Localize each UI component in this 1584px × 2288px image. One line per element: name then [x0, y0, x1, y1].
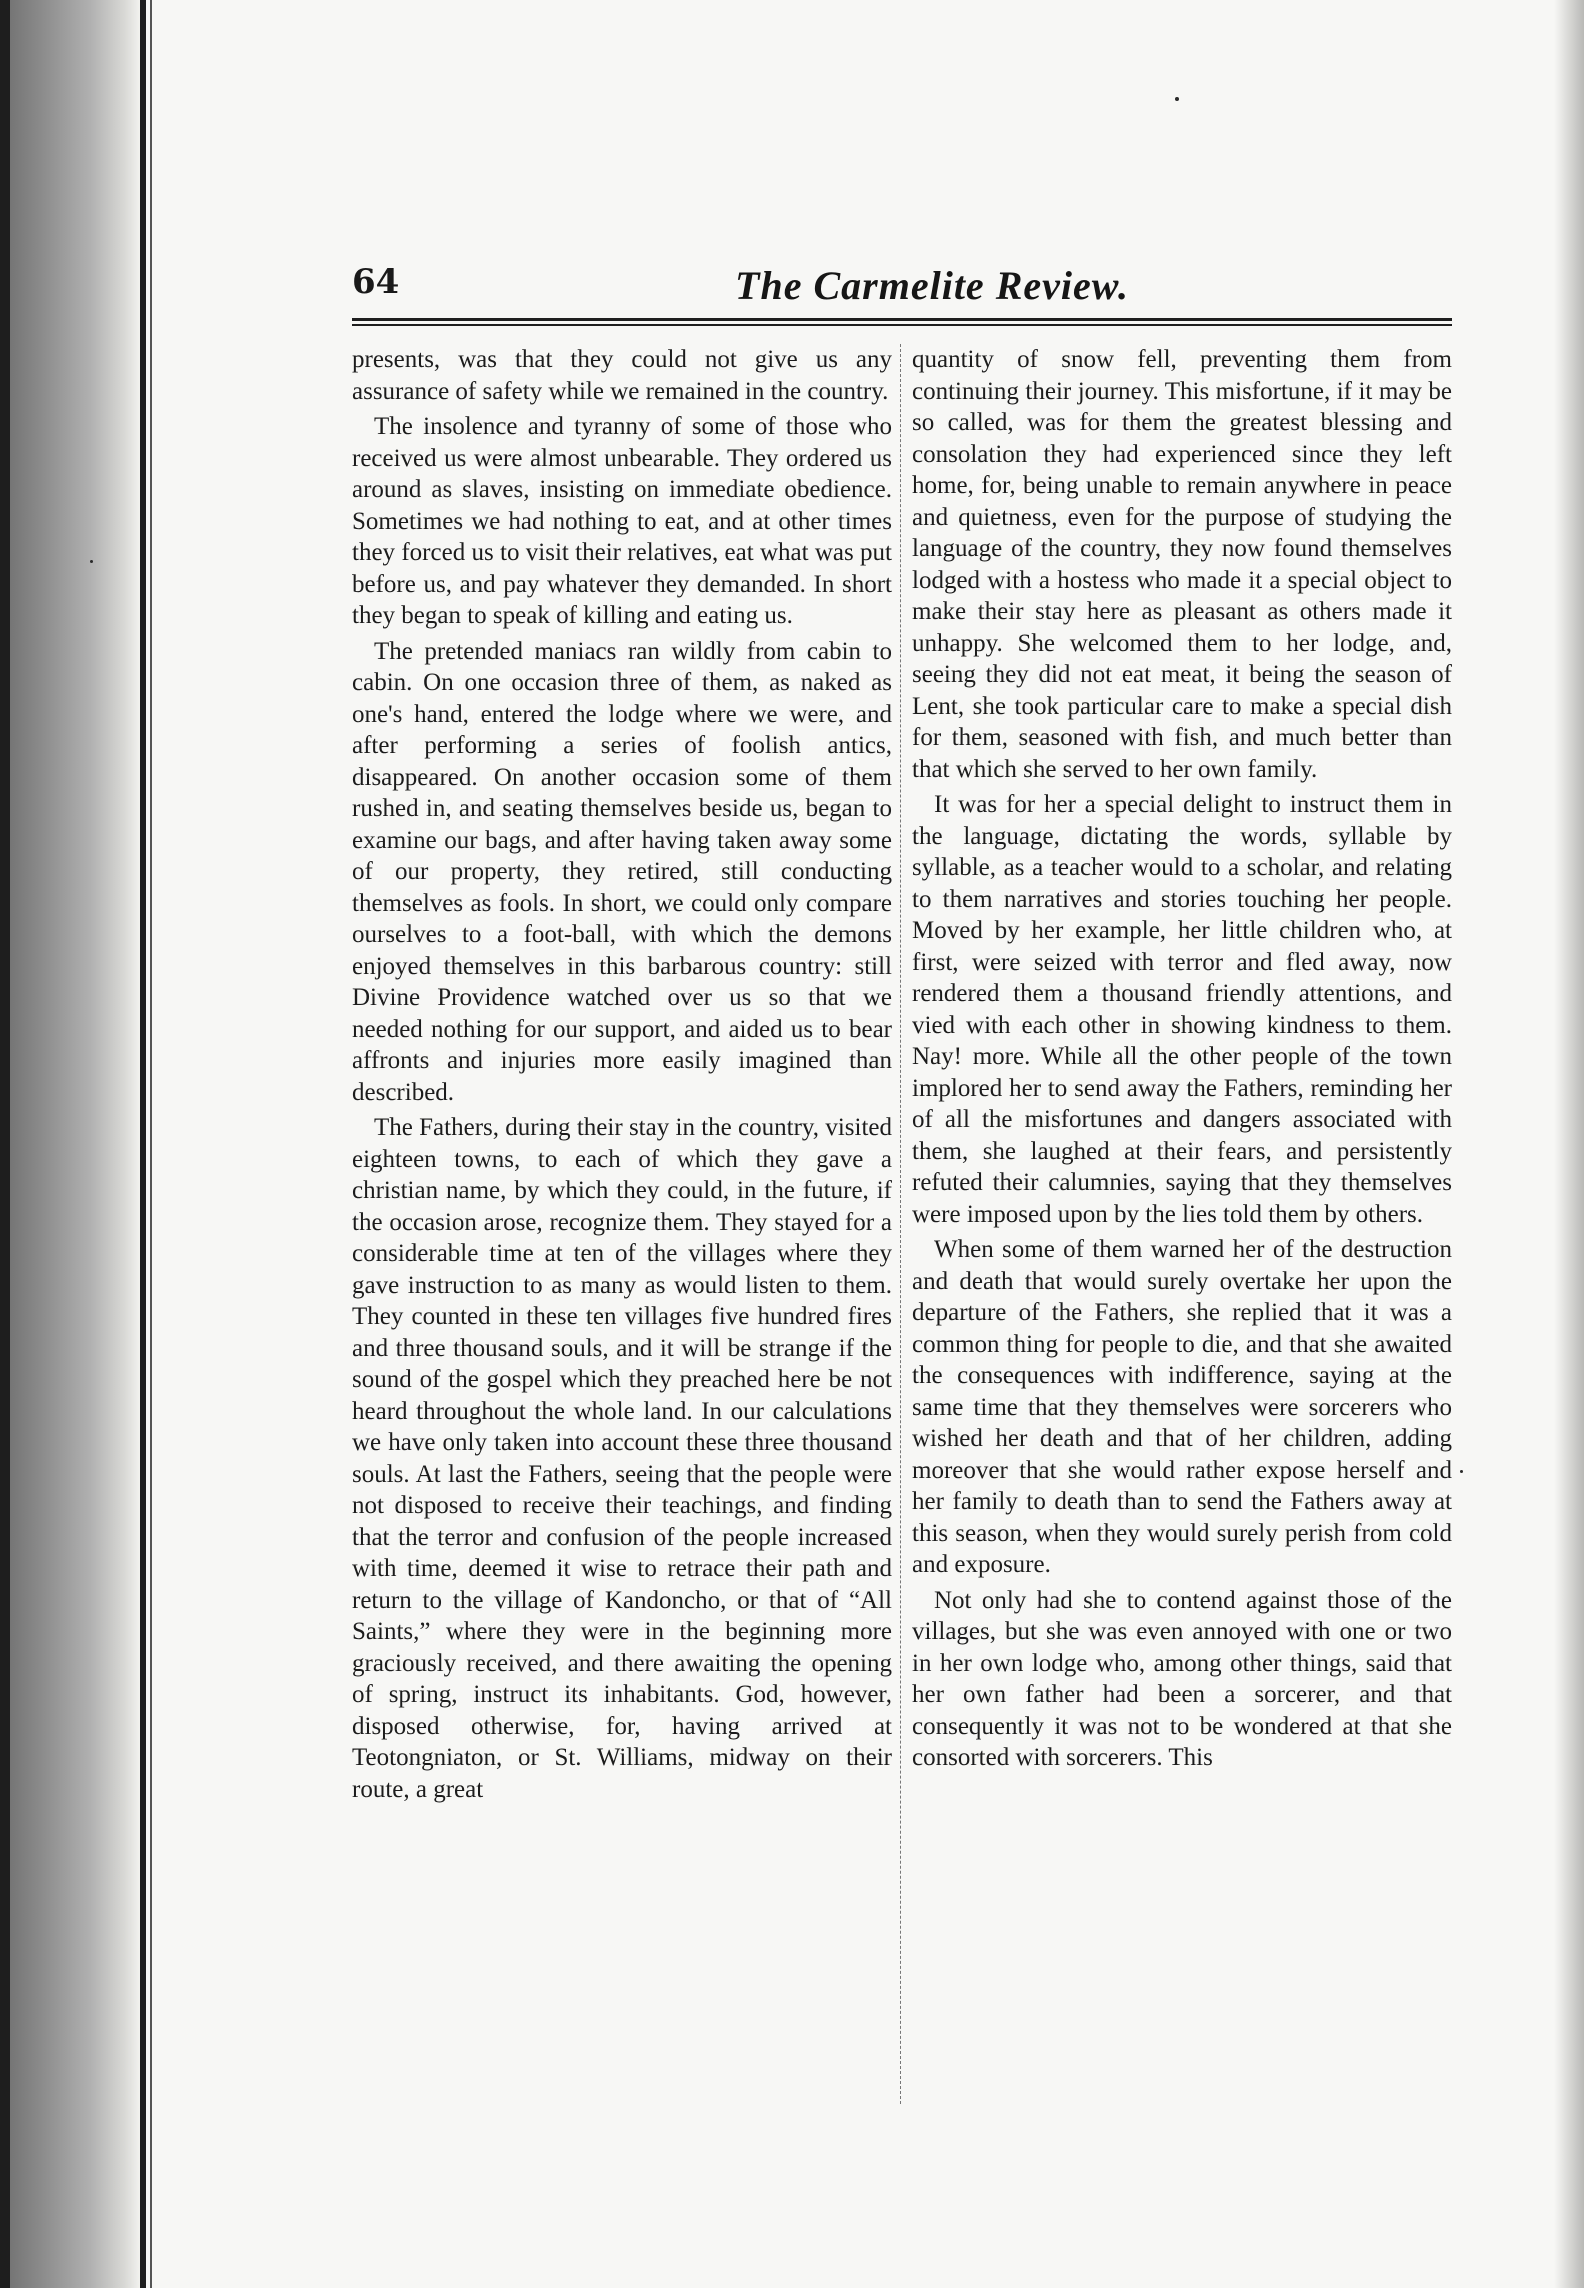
paragraph: When some of them warned her of the destruction and death that would surely overtake her upon the departure of the Fathers, she replied that it was a common thing for people to die, and that she awaited the consequences with indifference, saying at the same time that they themselves were sorcerers who wished her death and that of her children, adding moreover that she would rather expose herself and her family to death than to send the Fathers away at this season, when they would surely perish from cold and exposure.	[912, 1236, 1452, 1578]
column-divider	[900, 344, 902, 2104]
running-header	[352, 262, 1452, 310]
paragraph: presents, was that they could not give us any assurance of safety while we remained in the country.	[352, 346, 892, 405]
binding-edge-line	[0, 0, 10, 2288]
binding-gutter	[0, 0, 140, 2288]
ink-speck	[1460, 1470, 1463, 1473]
header-rule	[352, 324, 1452, 326]
paragraph: The insolence and tyranny of some of those who received us were almost unbearable. They ordered us around as slaves, insisting on immediate obedience. Sometimes we had nothing to eat, and at other times they forced us to visit their relatives, eat what was put before us, and pay whatever they demanded. In short they began to speak of killing and eating us.	[352, 413, 892, 629]
ink-speck	[90, 560, 93, 563]
paragraph: The Fathers, during their stay in the country, visited eighteen towns, to each of which they gave a christian name, by which they could, in the future, if the occasion arose, recognize them. They stayed for a considerable time at ten of the villages where they gave instruction to as many as would listen to them. They counted in these ten villages five hundred fires and three thousand souls, and it will be strange if the sound of the gospel which they preached here be not heard throughout the whole land. In our calculations we have only taken into account these three thousand souls. At last the Fathers, seeing that the people were not disposed to receive their teachings, and finding that the terror and confusion of the people increased with time, deemed it wise to retrace their path and return to the village of Kandoncho, or that of “All Saints,” where they were in the beginning more graciously received, and there awaiting the opening of spring, instruct its inhabitants. God, however, disposed otherwise, for, having arrived at Teotongniaton, or St. Williams, midway on their route, a great	[352, 1114, 892, 1803]
page-number: 64	[352, 262, 400, 302]
paragraph: It was for her a special delight to instruct them in the language, dictating the words, syllable by syllable, as a teacher would to a scholar, and relating to them narratives and stories touching her people. Moved by her example, her little children who, at first, were seized with terror and fled away, now rendered them a thousand friendly attentions, and vied with each other in showing kindness to them. Nay! more. While all the other people of the town implored her to send away the Fathers, reminding her of all the misfortunes and dangers associated with them, she laughed at their fears, and persistently refuted their calumnies, saying that they themselves were imposed upon by the lies told them by others.	[912, 791, 1452, 1228]
ink-speck	[1175, 97, 1179, 101]
journal-title: The Carmelite Review.	[735, 263, 1129, 308]
right-column	[912, 344, 1452, 1778]
binding-edge-line	[140, 0, 146, 2288]
left-column	[352, 344, 892, 1809]
binding-edge-line	[150, 0, 152, 2288]
paragraph: Not only had she to contend against those of the villages, but she was even annoyed with one or two in her own lodge who, among other things, said that her own father had been a sorcerer, and that consequently it was not to be wondered at that she consorted with sorcerers. This	[912, 1586, 1452, 1771]
paragraph: The pretended maniacs ran wildly from cabin to cabin. On one occasion three of them, as naked as one's hand, entered the lodge where we were, and after performing a series of foolish antics, disappeared. On another occasion some of them rushed in, and seating themselves beside us, began to examine our bags, and after having taken away some of our property, they retired, still conducting themselves as fools. In short, we could only compare ourselves to a foot-ball, with which the demons enjoyed themselves in this barbarous country: still Divine Providence watched over us so that we needed nothing for our support, and aided us to bear affronts and injuries more easily imagined than described.	[352, 637, 892, 1106]
page-edge-shadow	[1554, 0, 1584, 2288]
paragraph: quantity of snow fell, preventing them from continuing their journey. This misfortune, if it may be so called, was for them the greatest blessing and consolation they had experienced since they left home, for, being unable to remain anywhere in peace and quietness, even for the purpose of studying the language of the country, they now found themselves lodged with a hostess who made it a special object to make their stay here as pleasant as others made it unhappy. She welcomed them to her lodge, and, seeing they did not eat meat, it being the season of Lent, she took particular care to make a special dish for them, seasoned with fish, and much better than that which she served to her own family.	[912, 346, 1452, 783]
header-rule	[352, 318, 1452, 321]
